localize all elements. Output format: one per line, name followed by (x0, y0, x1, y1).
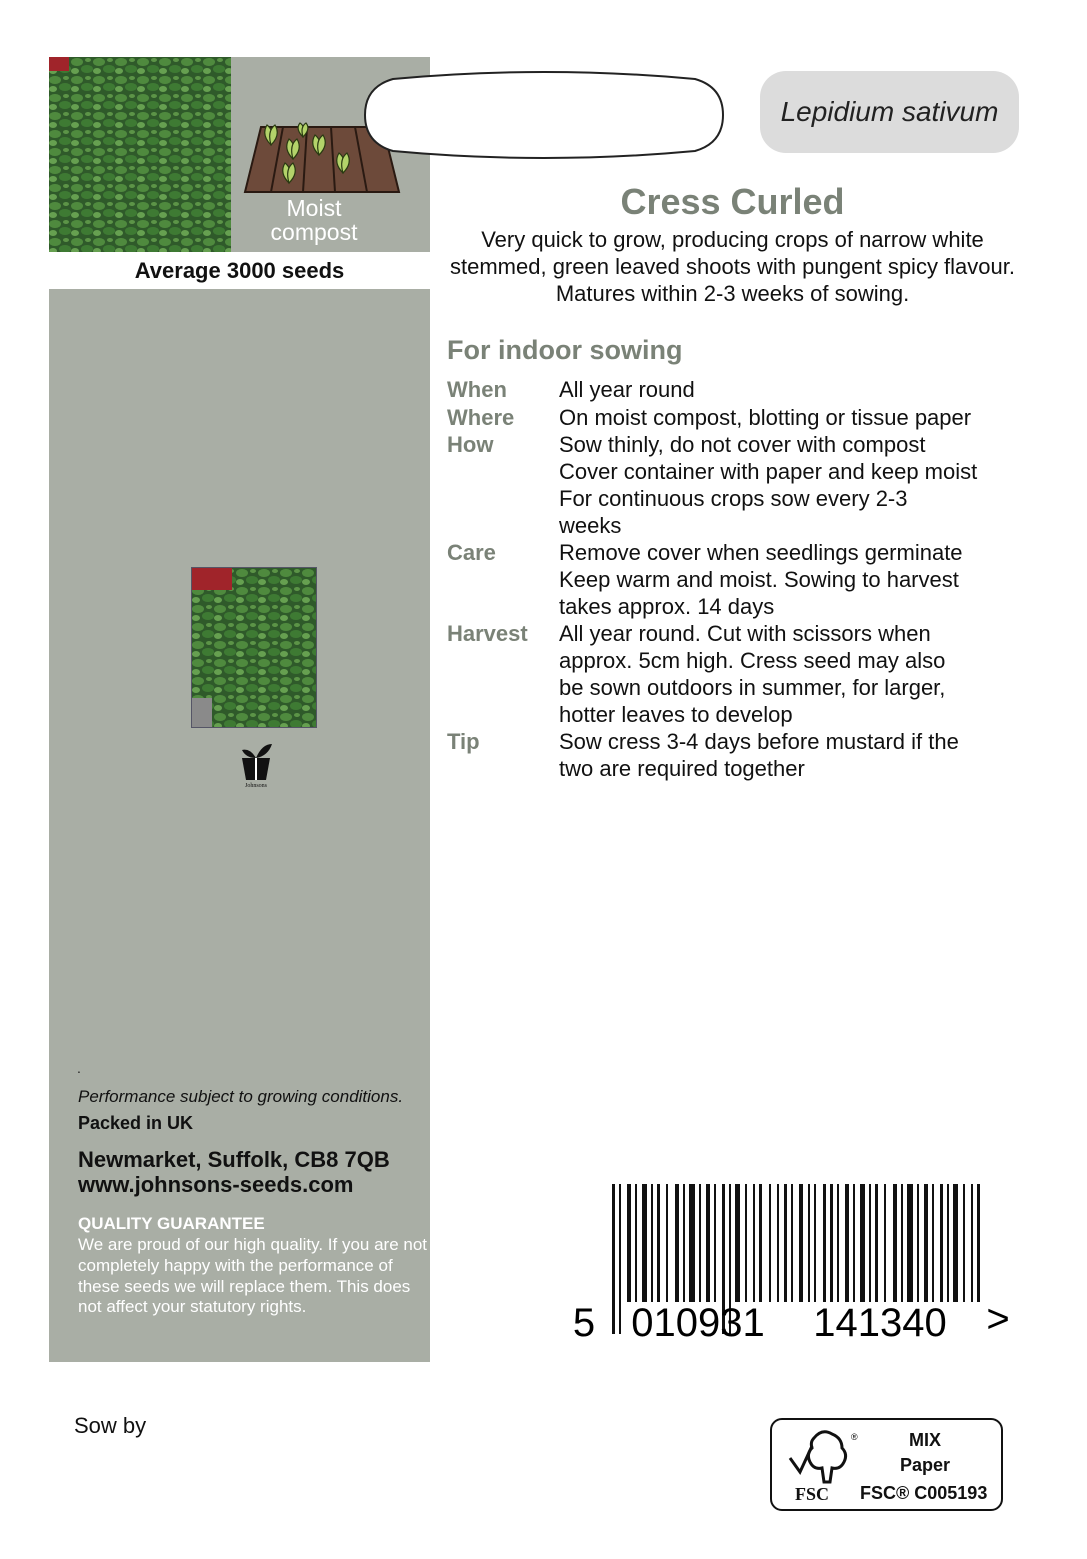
performance-note: Performance subject to growing conditions. (78, 1087, 404, 1106)
barcode-bar (627, 1184, 631, 1302)
row-text-when: All year round (559, 377, 695, 402)
barcode-bar (666, 1184, 668, 1302)
barcode-bar (706, 1184, 710, 1302)
barcode-bar (893, 1184, 897, 1302)
barcode-bar (837, 1184, 839, 1302)
barcode-bar (917, 1184, 919, 1302)
barcode-bar (683, 1184, 685, 1302)
seed-count: Average 3000 seeds (49, 252, 430, 289)
barcode-left-digits: 010931 (631, 1301, 765, 1345)
barcode-bar (675, 1184, 679, 1302)
fsc-paper: Paper (899, 1455, 951, 1475)
barcode-bar (940, 1184, 943, 1302)
barcode-bar (753, 1184, 755, 1302)
product-title: Cress Curled (620, 181, 845, 222)
barcode-bar (875, 1184, 878, 1302)
barcode-bar (884, 1184, 886, 1302)
fsc-tree-icon (784, 1426, 864, 1486)
barcode-bar (860, 1184, 865, 1302)
barcode-bar (853, 1184, 855, 1302)
sow-by-label: Sow by (74, 1413, 147, 1438)
barcode-bar (777, 1184, 779, 1302)
row-label-harvest: Harvest (447, 621, 528, 646)
row-label-how: How (447, 432, 494, 457)
barcode-bar (651, 1184, 653, 1302)
svg-text:Johnsons: Johnsons (244, 783, 268, 789)
guarantee-text: We are proud of our high quality. If you are not completely happy with the performance of these seeds we will replace them. This does not affect your statutory rights. (78, 1235, 428, 1317)
barcode-bar (759, 1184, 762, 1302)
row-label-tip: Tip (447, 729, 480, 754)
row-label-when: When (447, 377, 507, 402)
row-text-how: Sow thinly, do not cover with compost Cover container with paper and keep moist For continuous crops sow every 2-3 weeks (559, 432, 978, 538)
barcode-bar (947, 1184, 949, 1302)
barcode-bar (823, 1184, 826, 1302)
barcode-bar (635, 1184, 637, 1302)
barcode-bar (963, 1184, 965, 1302)
barcode-bar (791, 1184, 793, 1302)
barcode-bar (808, 1184, 810, 1302)
cress-photo-small (191, 567, 317, 728)
barcode-bar (689, 1184, 695, 1302)
barcode-bar (642, 1184, 647, 1302)
barcode-bar (745, 1184, 747, 1302)
guarantee-title: QUALITY GUARANTEE (78, 1214, 265, 1233)
row-text-harvest: All year round. Cut with scissors when approx. 5cm high. Cress seed may also be sown outdoors in summer, for larger, hotter leaves to develop (559, 621, 946, 727)
product-description: Very quick to grow, producing crops of narrow white stemmed, green leaved shoots with pungent spicy flavour. Matures within 2-3 weeks of sowing. (450, 227, 1015, 306)
row-text-care: Remove cover when seedlings germinate Keep warm and moist. Sowing to harvest takes approx. 14 days (559, 540, 963, 619)
compost-label: Moist compost (270, 195, 358, 245)
cress-photo-top (49, 57, 231, 252)
fsc-logo-text: FSC (795, 1484, 830, 1504)
fsc-code: FSC® C005193 (860, 1483, 988, 1503)
row-label-where: Where (447, 405, 515, 430)
barcode-bar (907, 1184, 913, 1302)
barcode-bar (845, 1184, 849, 1302)
row-text-tip: Sow cress 3-4 days before mustard if the two are required together (559, 729, 959, 781)
barcode-bar (814, 1184, 816, 1302)
packed-in: Packed in UK (78, 1113, 194, 1133)
barcode-bar (830, 1184, 833, 1302)
barcode-bar (784, 1184, 787, 1302)
barcode-bar (619, 1184, 621, 1334)
barcode-arrow: > (986, 1297, 1010, 1341)
svg-text:®: ® (851, 1432, 858, 1442)
barcode-bar (971, 1184, 973, 1302)
barcode-bar (735, 1184, 740, 1302)
barcode-bar (799, 1184, 803, 1302)
barcode-bar (657, 1184, 660, 1302)
sowing-heading: For indoor sowing (447, 335, 683, 365)
barcode-right-digits: 141340 (813, 1301, 947, 1345)
barcode-bar (901, 1184, 903, 1302)
address (78, 1147, 390, 1197)
johnsons-logo-icon (236, 740, 276, 790)
row-label-care: Care (447, 540, 496, 565)
barcode-bar (869, 1184, 871, 1302)
fsc-mix: MIX (908, 1430, 941, 1450)
barcode-first-digit: 5 (572, 1301, 596, 1345)
row-text-where: On moist compost, blotting or tissue paper (559, 405, 972, 430)
barcode-bar (953, 1184, 958, 1302)
dot-mark: . (77, 1060, 81, 1076)
barcode-bar (769, 1184, 771, 1302)
barcode (570, 1184, 1010, 1346)
barcode-bar (977, 1184, 980, 1302)
barcode-bar (699, 1184, 701, 1302)
barcode-bar (932, 1184, 934, 1302)
blank-label-cloud (363, 67, 725, 163)
barcode-bar (612, 1184, 615, 1334)
barcode-bar (924, 1184, 928, 1302)
barcode-bar (714, 1184, 716, 1302)
address-line: Newmarket, Suffolk, CB8 7QB (78, 1147, 390, 1172)
website-link[interactable]: www.johnsons-seeds.com (78, 1172, 354, 1197)
latin-name: Lepidium sativum (780, 96, 999, 127)
